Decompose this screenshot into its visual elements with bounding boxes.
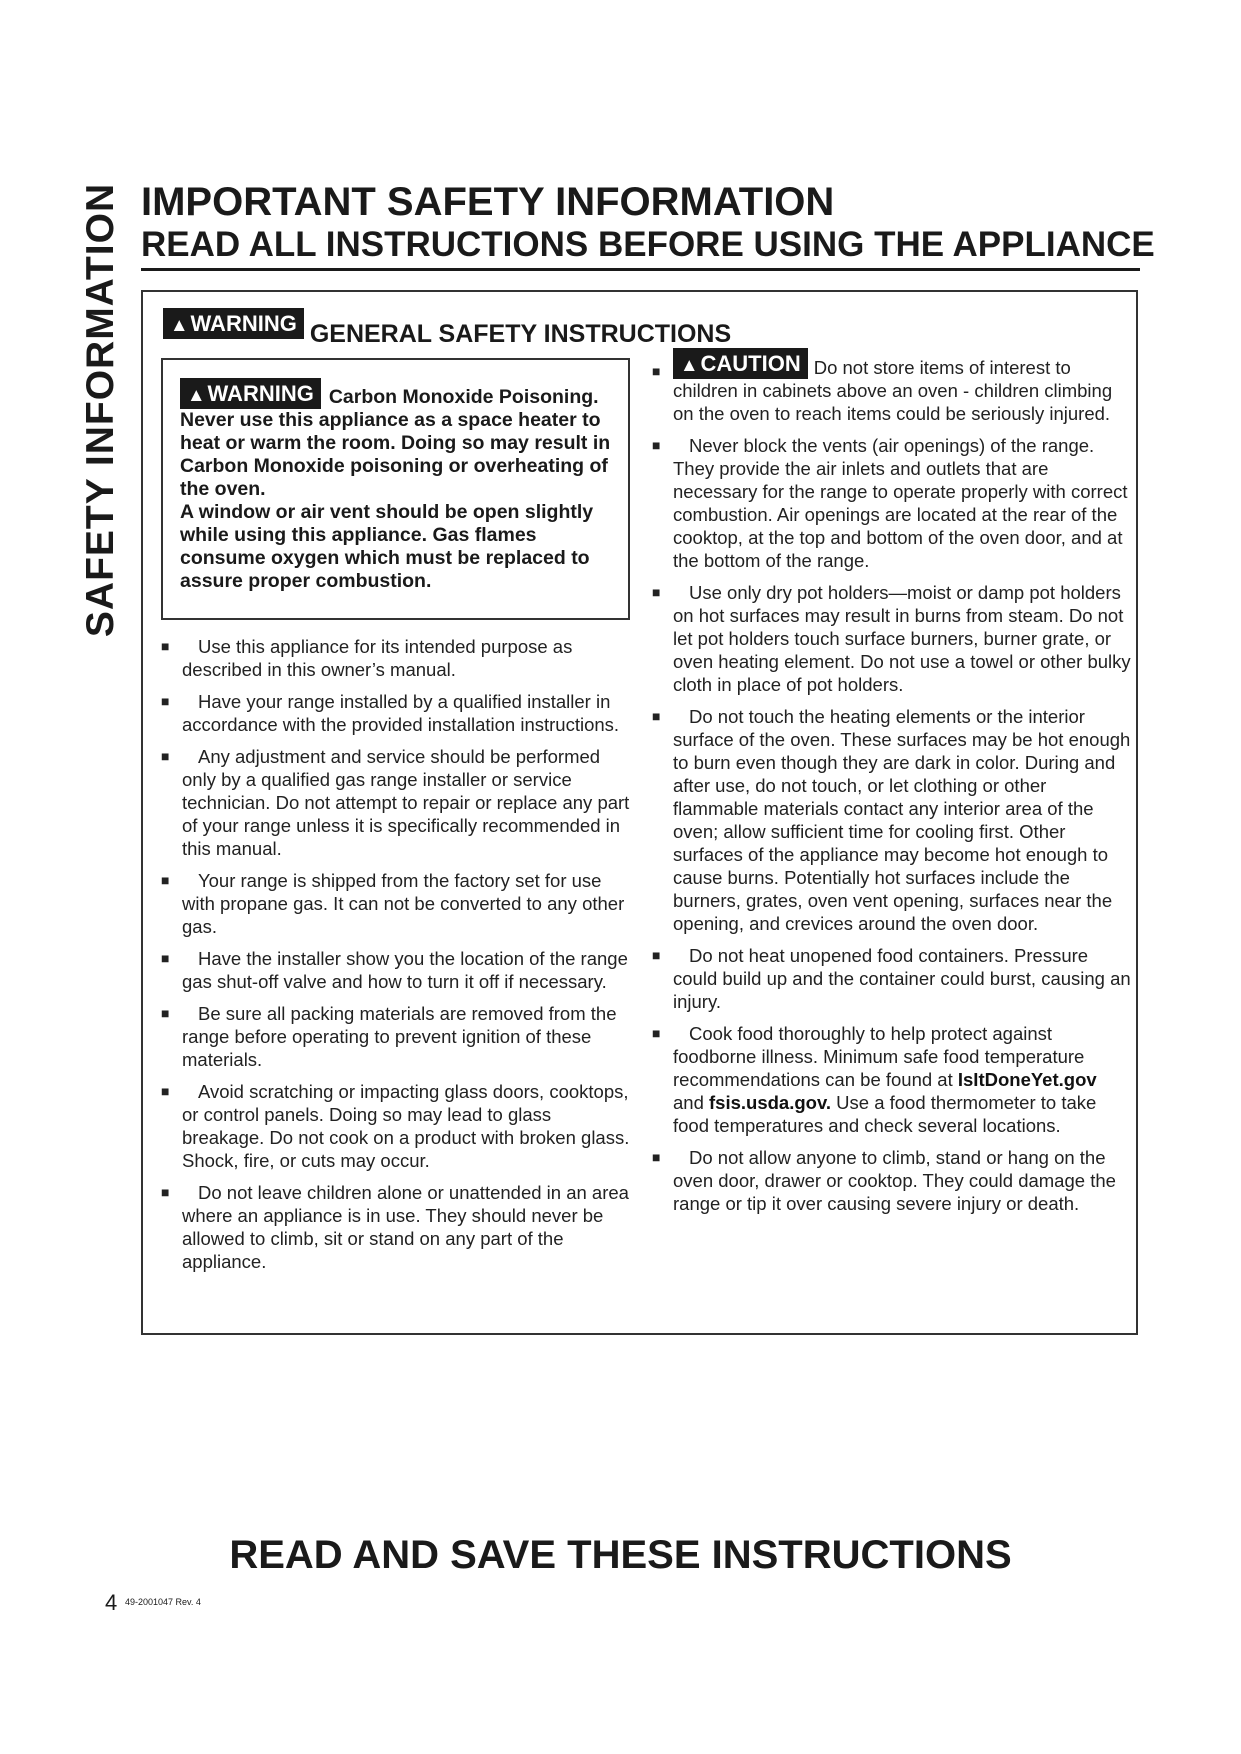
bullet-icon: ■ [652,584,661,601]
list-item: ■ Do not touch the heating elements or the interior surface of the oven. These surfaces may be hot enough to burn even though they are dark in color. During and after use, do not touch, or let clothing or other flammable materials contact any interior area of the oven; allow sufficient time for cooling first. Other surfaces of the appliance may become hot enough to cause burns. Potentially hot surfaces include the burners, grates, oven vent opening, surfaces near the opening, and crevices around the oven door. [652,706,1131,935]
list-item: ■ Use this appliance for its intended purpose as described in this owner’s manual. [161,636,573,680]
warning-triangle-icon: ▲ [170,314,189,335]
list-item: ■ Any adjustment and service should be performed only by a qualified gas range installer or service technician. Do not attempt to repair or replace any part of your range unless it is specifically recommended in this manual. [161,746,630,859]
bullet-icon: ■ [161,693,170,709]
bullet-icon: ■ [161,950,170,966]
bullet-icon: ■ [161,638,170,654]
list-item: ■ Do not leave children alone or unattended in an area where an appliance is in use. They should never be allowed to climb, sit or stand on any part of the appliance. [161,1182,629,1272]
bullet-icon: ■ [161,748,170,764]
side-tab-label: SAFETY INFORMATION [79,182,122,638]
caution-badge: ▲CAUTION [673,348,808,379]
list-item: ■ Have your range installed by a qualified installer in accordance with the provided installation instructions. [161,691,620,735]
bullet-icon: ■ [652,437,661,454]
side-tab [76,182,126,638]
title-divider [141,268,1140,271]
warning-badge: ▲WARNING [163,308,304,339]
list-item: ■ Be sure all packing materials are removed from the range before operating to prevent ignition of these materials. [161,1003,617,1070]
list-item: ■ Avoid scratching or impacting glass doors, cooktops, or control panels. Doing so may lead to glass breakage. Do not cook on a product with broken glass. Shock, fire, or cuts may occur. [161,1081,630,1171]
bullet-icon: ■ [652,1025,661,1042]
isitdoneyet-link[interactable]: IsItDoneYet.gov [957,1069,1097,1091]
general-safety-header [163,308,732,349]
section-heading: GENERAL SAFETY INSTRUCTIONS [309,320,732,349]
food-safety-item: ■ Cook food thoroughly to help protect against foodborne illness. Minimum safe food temperature recommendations can be found at IsItDoneYet.gov and fsis.usda.gov. Use a food thermometer to take food temperatures and check several locations. [652,1023,1097,1137]
list-item: ■ Use only dry pot holders—moist or damp pot holders on hot surfaces may result in burns from steam. Do not let pot holders touch surface burners, burner grate, or oven heating element. Do not use a towel or other bulky cloth in place of pot holders. [652,582,1131,696]
co-heading: Carbon Monoxide Poisoning. [328,386,599,409]
bullet-icon: ■ [161,1184,170,1200]
list-item: ■ Do not allow anyone to climb, stand or hang on the oven door, drawer or cooktop. They could damage the range or tip it over causing severe injury or death. [652,1147,1116,1215]
right-column [652,348,1132,1224]
bullet-icon: ■ [652,708,661,725]
list-item: ■ Never block the vents (air openings) of the range. They provide the air inlets and outlets that are necessary for the range to operate properly with correct combustion. Air openings are located at the rear of the cooktop, at the top and bottom of the oven door, and at the bottom of the range. [652,435,1128,572]
doc-number: 49-2001047 Rev. 4 [125,1597,201,1607]
bullet-icon: ■ [652,1149,661,1166]
footer-title: READ AND SAVE THESE INSTRUCTIONS [229,1533,1012,1577]
bullet-icon: ■ [161,1083,170,1099]
bullet-icon: ■ [161,872,170,888]
co-para-2: A window or air vent should be open slightly while using this appliance. Gas flames consume oxygen which must be replaced to assure proper combustion. [180,501,594,593]
list-item: ■ Have the installer show you the location of the range gas shut-off valve and how to turn it off if necessary. [161,948,628,992]
left-column [161,635,636,1282]
page-title: IMPORTANT SAFETY INFORMATION [141,180,835,224]
page-subtitle: READ ALL INSTRUCTIONS BEFORE USING THE APPLIANCE [141,225,1155,264]
warning-triangle-icon: ▲ [187,384,206,405]
bullet-icon: ■ [652,363,661,379]
co-para-1: Never use this appliance as a space heater to heat or warm the room. Doing so may result in Carbon Monoxide poisoning or overheating of the oven. [180,409,611,501]
fsis-link[interactable]: fsis.usda.gov. [709,1092,832,1114]
caution-item: ■ ▲CAUTION Do not store items of interest to children in cabinets above an oven - children climbing on the oven to reach items could be seriously injured. [652,348,1132,425]
bullet-icon: ■ [652,947,661,964]
list-item: ■ Your range is shipped from the factory set for use with propane gas. It can not be converted to any other gas. [161,870,625,937]
caution-triangle-icon: ▲ [680,354,699,375]
carbon-monoxide-box [161,358,630,620]
list-item: ■ Do not heat unopened food containers. Pressure could build up and the container could burst, causing an injury. [652,945,1131,1013]
co-warning-badge: ▲WARNING [180,378,321,409]
page-number: 4 [105,1590,118,1615]
bullet-icon: ■ [161,1005,170,1021]
